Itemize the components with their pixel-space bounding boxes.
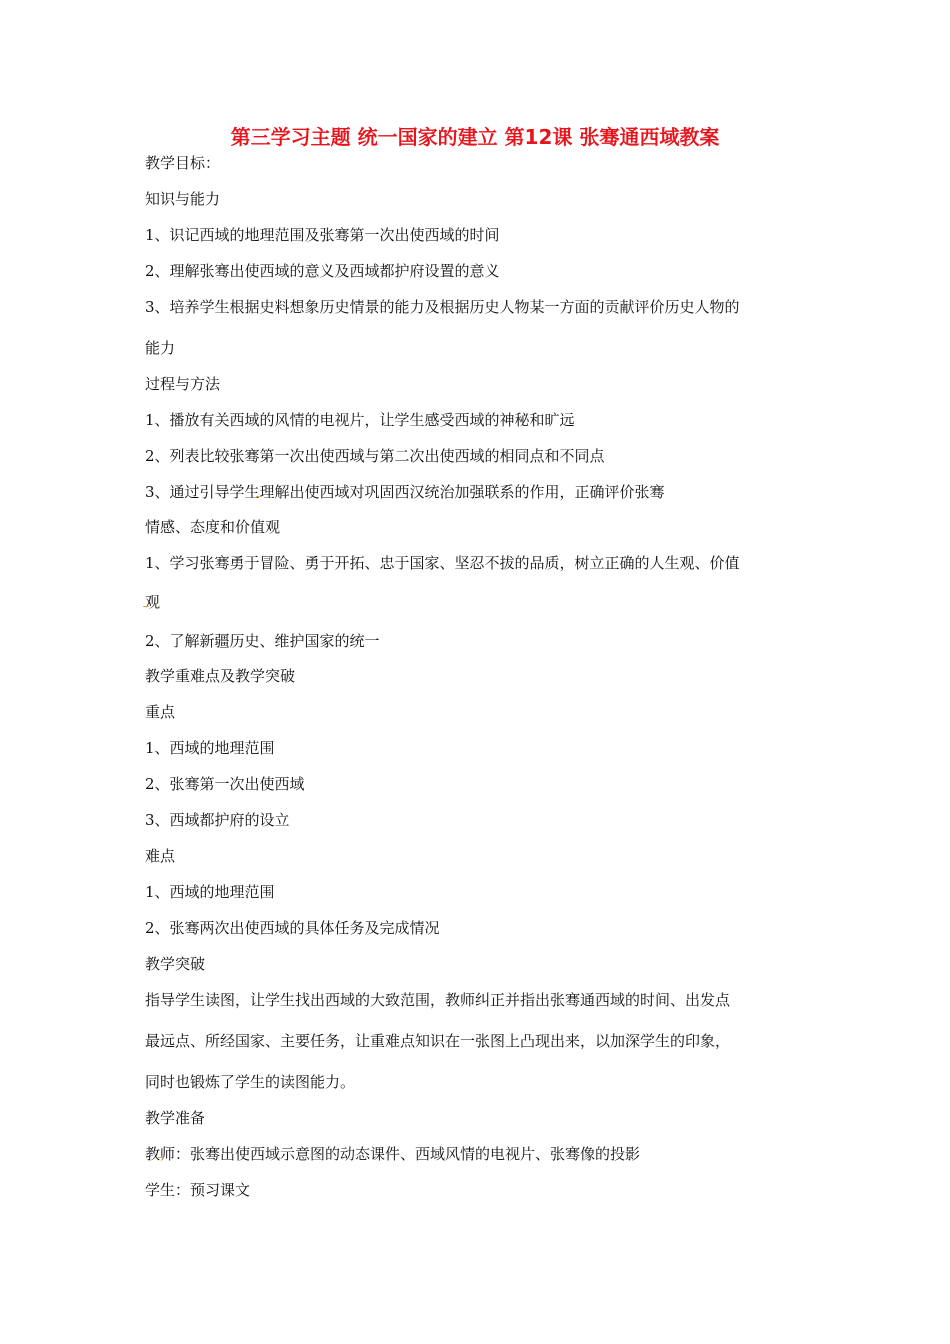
difficult-point-item: 2、张骞两次出使西域的具体任务及完成情况 <box>145 919 440 937</box>
values-item: 2、了解新疆历史、维护国家的统一 <box>145 632 380 650</box>
ink-mark <box>256 493 262 497</box>
key-point-item: 3、西域都护府的设立 <box>145 811 290 829</box>
method-item: 3、通过引导学生理解出使西域对巩固西汉统治加强联系的作用，正确评价张骞 <box>145 483 665 501</box>
method-item: 1、播放有关西域的风情的电视片，让学生感受西域的神秘和旷远 <box>145 411 575 429</box>
key-point-item: 1、西域的地理范围 <box>145 739 275 757</box>
values-item: 1、学习张骞勇于冒险、勇于开拓、忠于国家、坚忍不拔的品质，树立正确的人生观、价值 <box>145 554 740 572</box>
breakthrough-paragraph-line: 最远点、所经国家、主要任务，让重难点知识在一张图上凸现出来，以加深学生的印象， <box>145 1032 731 1050</box>
section-heading-preparation: 教学准备 <box>145 1109 206 1127</box>
document-title: 第三学习主题 统一国家的建立 第12课 张骞通西域教案 <box>230 125 720 149</box>
section-heading-teaching-goals: 教学目标： <box>145 154 221 172</box>
subheading-breakthrough: 教学突破 <box>145 955 206 973</box>
goal-item: 2、理解张骞出使西域的意义及西域都护府设置的意义 <box>145 262 500 280</box>
goal-item: 3、培养学生根据史料想象历史情景的能力及根据历史人物某一方面的贡献评价历史人物的 <box>145 298 740 316</box>
breakthrough-paragraph-line: 同时也锻炼了学生的读图能力。 <box>145 1073 356 1091</box>
goal-item: 1、识记西域的地理范围及张骞第一次出使西域的时间 <box>145 226 500 244</box>
subheading-emotion-values: 情感、态度和价值观 <box>145 518 281 536</box>
goal-item-continued: 能力 <box>145 339 176 357</box>
difficult-point-item: 1、西域的地理范围 <box>145 883 275 901</box>
section-heading-key-difficult: 教学重难点及教学突破 <box>145 667 296 685</box>
method-item: 2、列表比较张骞第一次出使西域与第二次出使西域的相同点和不同点 <box>145 447 605 465</box>
ink-mark <box>143 603 149 607</box>
breakthrough-paragraph-line: 指导学生读图，让学生找出西域的大致范围，教师纠正并指出张骞通西域的时间、出发点 <box>145 991 731 1009</box>
key-point-item: 2、张骞第一次出使西域 <box>145 775 305 793</box>
subheading-difficult-points: 难点 <box>145 847 176 865</box>
ink-mark <box>158 1154 164 1158</box>
subheading-process-method: 过程与方法 <box>145 375 221 393</box>
values-item-continued: 观 <box>145 593 161 611</box>
preparation-teacher: 教师：张骞出使西域示意图的动态课件、西域风情的电视片、张骞像的投影 <box>145 1145 641 1163</box>
subheading-key-points: 重点 <box>145 703 176 721</box>
preparation-student: 学生：预习课文 <box>145 1181 251 1199</box>
subheading-knowledge-ability: 知识与能力 <box>145 190 221 208</box>
